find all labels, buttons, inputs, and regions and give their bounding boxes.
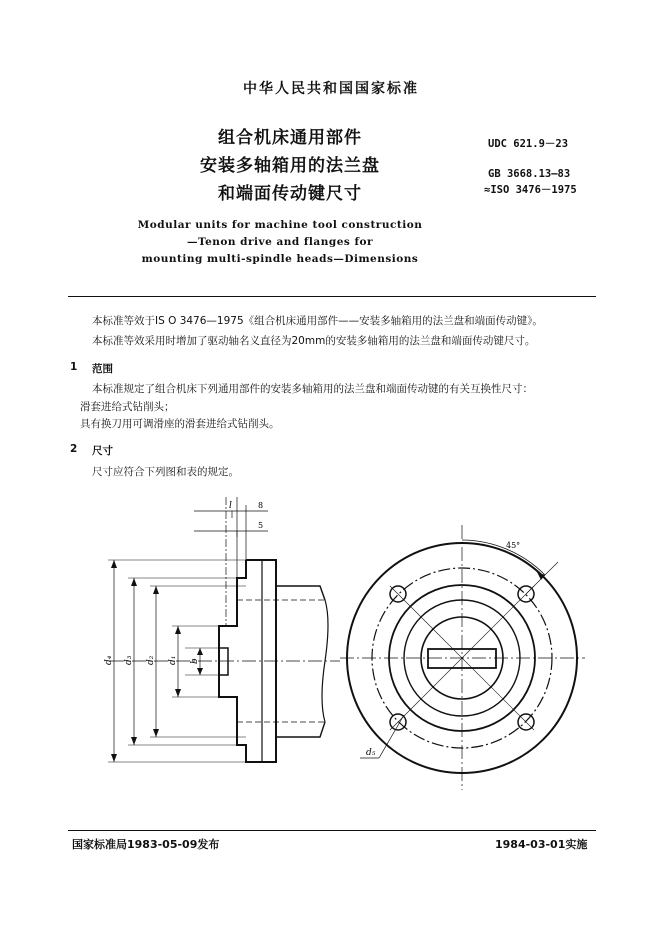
dim-label-8: 8 [258,501,264,510]
chinese-title-line-3: 和端面传动键尺寸 [218,184,362,204]
intro-paragraph-2: 本标准等效采用时增加了驱动轴名义直径为20mm的安装多轴箱用的法兰盘和端面传动键尺寸。 [92,335,536,347]
udc-code: UDC 621.9－23 [488,138,569,150]
front-view [340,525,585,790]
issue-date: 国家标准局1983-05-09发布 [72,838,220,851]
section-1-number: 1 [70,361,78,373]
section-2-line-1: 尺寸应符合下列图和表的规定。 [92,466,239,478]
section-1-line-1: 本标准规定了组合机床下列通用部件的安装多轴箱用的法兰盘和端面传动键的有关互换性尺寸： [92,383,533,395]
footer-divider [68,830,596,831]
section-1-line-2: 滑套进给式钻削头； [80,401,175,413]
dim-label-d2: d₂ [146,655,156,665]
english-title-line-1: Modular units for machine tool construction [137,219,423,231]
side-view [108,497,340,762]
dim-label-d4: d₄ [104,655,114,665]
dim-label-5: 5 [258,521,264,530]
dim-label-b: b [190,658,200,664]
iso-equivalent: ≈ISO 3476－1975 [484,184,577,196]
intro-paragraph-1: 本标准等效于IS O 3476—1975《组合机床通用部件——安装多轴箱用的法兰盘和端面传动键》。 [92,315,543,327]
implementation-date: 1984-03-01实施 [495,838,588,851]
chinese-title-line-2: 安装多轴箱用的法兰盘 [200,156,380,176]
dim-label-d1: d₁ [168,655,178,665]
section-2-title: 尺寸 [92,445,113,457]
gb-code: GB 3668.13—83 [488,168,571,180]
section-1-line-3: 具有换刀用可调滑座的滑套进给式钻削头。 [80,418,280,430]
english-title-line-3: mounting multi-spindle heads—Dimensions [141,253,419,265]
english-title-line-2: —Tenon drive and flanges for [186,236,374,248]
angle-label: 45° [506,541,521,550]
national-standard-heading: 中华人民共和国国家标准 [243,81,419,97]
section-2-number: 2 [70,443,78,455]
dim-label-l: l [229,501,232,511]
dim-label-d3: d₃ [124,655,134,665]
section-1-title: 范围 [92,363,113,375]
dim-label-d5: d₅ [366,748,376,758]
chinese-title-line-1: 组合机床通用部件 [218,128,362,148]
